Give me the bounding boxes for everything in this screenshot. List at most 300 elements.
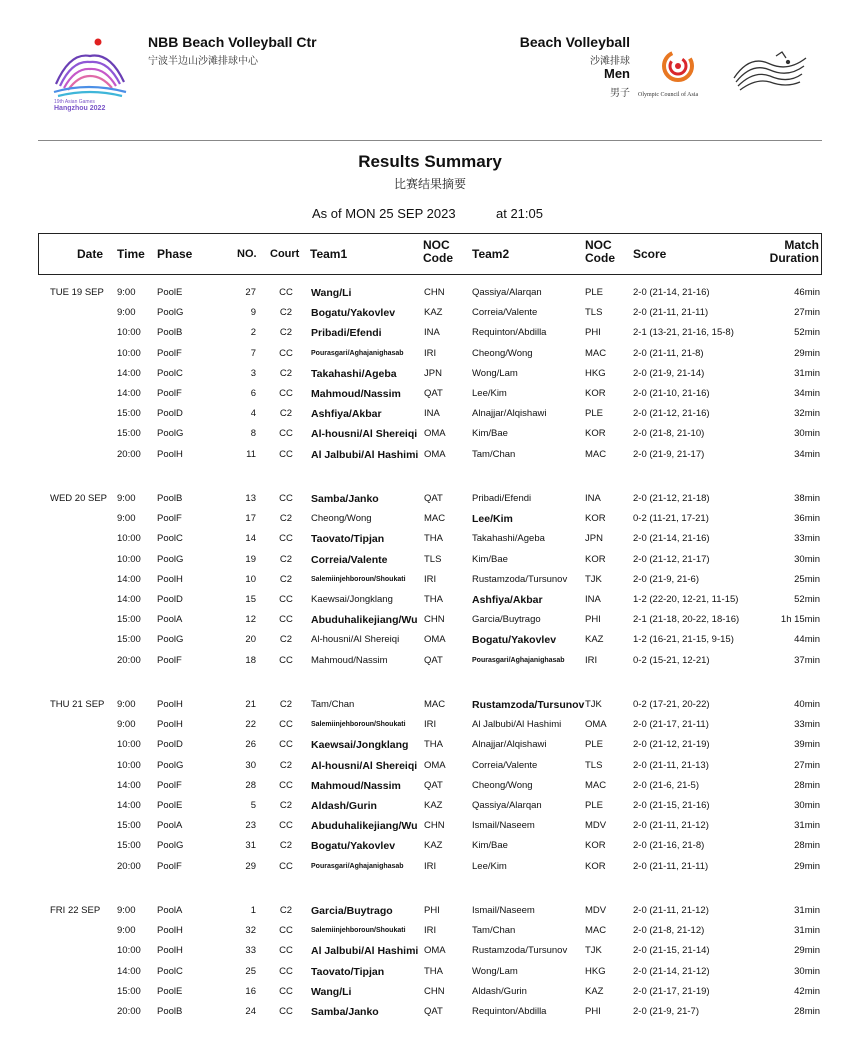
match-court: CC	[279, 925, 293, 937]
col-noc1: NOC Code	[423, 238, 453, 265]
col-team1: Team1	[310, 247, 348, 261]
day-date: TUE 19 SEP	[50, 287, 104, 298]
team1-name: Wang/Li	[311, 287, 352, 299]
team1-noc: OMA	[424, 448, 446, 460]
team1-name: Kaewsai/Jongklang	[311, 739, 409, 752]
match-phase: PoolG	[157, 840, 184, 852]
match-phase: PoolE	[157, 287, 183, 298]
match-time: 15:00	[117, 408, 141, 420]
match-court: CC	[279, 594, 293, 605]
match-number: 13	[245, 493, 256, 504]
team1-name: Wang/Li	[311, 985, 352, 998]
match-number: 22	[245, 719, 256, 731]
col-duration: Match Duration	[769, 238, 819, 265]
match-duration: 38min	[794, 493, 820, 504]
match-score: 2-0 (21-15, 21-14)	[633, 945, 710, 957]
match-score: 0-2 (11-21, 17-21)	[633, 513, 709, 525]
team2-name: Kim/Bae	[472, 840, 508, 852]
team1-noc: IRI	[424, 860, 437, 872]
match-time: 10:00	[117, 533, 141, 545]
match-score: 2-0 (21-6, 21-5)	[633, 779, 700, 791]
team1-name: Ashfiya/Akbar	[311, 408, 382, 421]
match-duration: 31min	[794, 367, 820, 379]
match-score: 2-0 (21-17, 21-19)	[633, 985, 710, 997]
match-time: 14:00	[117, 779, 141, 791]
match-time: 9:00	[117, 493, 136, 504]
match-time: 10:00	[117, 327, 141, 339]
match-score: 2-0 (21-15, 21-16)	[633, 800, 710, 811]
col-court: Court	[270, 248, 300, 260]
match-phase: PoolH	[157, 448, 183, 460]
table-header	[38, 233, 822, 275]
match-phase: PoolB	[157, 1006, 183, 1017]
match-time: 20:00	[117, 860, 141, 872]
match-time: 15:00	[117, 840, 141, 852]
team1-name: Samba/Janko	[311, 493, 379, 505]
team1-name: Pribadi/Efendi	[311, 327, 382, 340]
team2-name: Rustamzoda/Tursunov	[472, 699, 585, 711]
team2-noc: MAC	[585, 448, 607, 460]
team1-noc: OMA	[424, 759, 446, 771]
match-phase: PoolF	[157, 779, 182, 791]
team1-noc: PHI	[424, 905, 440, 916]
match-time: 10:00	[117, 945, 141, 957]
team1-noc: MAC	[424, 513, 446, 525]
match-phase: PoolF	[157, 347, 182, 359]
team1-name: Al Jalbubi/Al Hashimi	[311, 945, 419, 958]
match-score: 2-0 (21-17, 21-11)	[633, 719, 709, 731]
match-number: 27	[245, 287, 256, 298]
match-score: 2-0 (21-11, 21-13)	[633, 759, 709, 771]
match-phase: PoolD	[157, 594, 183, 605]
match-phase: PoolG	[157, 307, 184, 319]
team1-name: Salemiinjehboroun/Shoukati	[311, 575, 406, 583]
team1-noc: CHN	[424, 985, 445, 997]
team2-noc: OMA	[585, 719, 607, 731]
match-court: C2	[279, 553, 293, 565]
match-score: 2-0 (21-10, 21-16)	[633, 388, 710, 399]
match-duration: 30min	[794, 428, 820, 440]
match-duration: 52min	[794, 594, 820, 605]
match-duration: 28min	[794, 779, 820, 791]
match-score: 2-0 (21-14, 21-12)	[633, 965, 710, 977]
match-score: 2-0 (21-11, 21-11)	[633, 860, 709, 872]
team2-noc: MAC	[585, 779, 607, 791]
match-duration: 34min	[794, 388, 820, 399]
team2-noc: KOR	[585, 553, 606, 565]
match-phase: PoolC	[157, 367, 183, 379]
match-number: 32	[245, 925, 256, 937]
team2-name: Ismail/Naseem	[472, 905, 535, 916]
match-phase: PoolB	[157, 493, 183, 504]
team2-name: Correia/Valente	[472, 307, 538, 319]
match-court: C2	[279, 513, 293, 525]
team1-name: Cheong/Wong	[311, 513, 372, 525]
match-number: 29	[245, 860, 256, 872]
match-phase: PoolC	[157, 533, 183, 545]
match-duration: 31min	[794, 820, 820, 832]
col-date: Date	[77, 247, 104, 261]
match-number: 11	[246, 448, 256, 460]
match-score: 2-0 (21-11, 21-11)	[633, 307, 709, 319]
match-time: 15:00	[117, 985, 141, 997]
team2-name: Takahashi/Ageba	[472, 533, 545, 545]
match-number: 7	[250, 347, 256, 359]
team1-name: Correia/Valente	[311, 553, 388, 566]
match-score: 1-2 (22-20, 12-21, 11-15)	[633, 594, 739, 605]
match-time: 14:00	[117, 965, 141, 977]
match-score: 2-1 (21-18, 20-22, 18-16)	[633, 614, 740, 626]
match-court: CC	[279, 428, 293, 440]
team1-noc: KAZ	[424, 307, 443, 319]
team2-noc: PHI	[585, 327, 601, 339]
match-court: CC	[279, 347, 293, 359]
match-time: 14:00	[117, 573, 141, 585]
team1-noc: TLS	[424, 553, 442, 565]
match-time: 15:00	[117, 820, 141, 832]
team2-name: Pourasgari/Aghajanighasab	[472, 656, 565, 664]
match-score: 2-0 (21-8, 21-12)	[633, 925, 705, 937]
match-time: 14:00	[117, 594, 141, 605]
team1-name: Abuduhalikejiang/Wu	[311, 820, 418, 833]
match-score: 0-2 (15-21, 12-21)	[633, 654, 710, 666]
team2-name: Rustamzoda/Tursunov	[472, 945, 568, 957]
match-duration: 39min	[794, 739, 820, 751]
team1-noc: THA	[424, 594, 443, 605]
match-time: 14:00	[117, 367, 141, 379]
match-court: C2	[279, 634, 293, 646]
match-score: 2-0 (21-9, 21-7)	[633, 1006, 700, 1017]
team2-name: Lee/Kim	[472, 388, 507, 399]
team2-noc: TLS	[585, 307, 603, 319]
team1-noc: KAZ	[424, 800, 443, 811]
match-number: 30	[245, 759, 256, 771]
team1-name: Takahashi/Ageba	[311, 367, 397, 380]
team2-noc: PLE	[585, 800, 603, 811]
match-duration: 31min	[794, 905, 820, 916]
team1-name: Kaewsai/Jongklang	[311, 594, 393, 605]
team2-noc: KOR	[585, 840, 606, 852]
team1-name: Al-housni/Al Shereiqi	[311, 634, 400, 646]
match-phase: PoolA	[157, 905, 183, 916]
match-number: 18	[245, 654, 256, 666]
team1-noc: INA	[424, 408, 440, 420]
match-duration: 27min	[794, 759, 820, 771]
venue-name-cn: 宁波半边山沙滩排球中心	[148, 56, 258, 67]
match-score: 2-0 (21-14, 21-16)	[633, 287, 710, 298]
match-duration: 36min	[794, 513, 820, 525]
match-time: 10:00	[117, 347, 141, 359]
team2-name: Wong/Lam	[472, 965, 518, 977]
team1-noc: QAT	[424, 779, 443, 791]
match-number: 14	[245, 533, 256, 545]
match-court: C2	[279, 759, 293, 771]
team2-noc: KAZ	[585, 985, 604, 997]
team1-name: Garcia/Buytrago	[311, 905, 393, 917]
match-duration: 31min	[794, 925, 820, 937]
team2-noc: IRI	[585, 654, 598, 666]
match-time: 9:00	[117, 513, 136, 525]
team2-name: Kim/Bae	[472, 428, 508, 440]
match-phase: PoolH	[157, 719, 183, 731]
team2-noc: TJK	[585, 945, 602, 957]
team2-name: Cheong/Wong	[472, 779, 533, 791]
team1-name: Salemiinjehboroun/Shoukati	[311, 721, 406, 729]
match-time: 9:00	[117, 699, 136, 710]
match-number: 4	[250, 408, 256, 420]
team1-name: Al-housni/Al Shereiqi	[311, 759, 418, 772]
match-court: C2	[279, 307, 293, 319]
team2-noc: TJK	[585, 573, 602, 585]
match-time: 15:00	[117, 634, 141, 646]
team2-noc: TLS	[585, 759, 603, 771]
match-score: 2-0 (21-14, 21-16)	[633, 533, 710, 545]
match-score: 2-0 (21-11, 21-8)	[633, 347, 704, 359]
asian-games-logo	[48, 34, 132, 112]
team2-noc: HKG	[585, 965, 606, 977]
match-court: CC	[279, 965, 293, 977]
team2-name: Tam/Chan	[472, 448, 516, 460]
match-duration: 33min	[794, 533, 820, 545]
gender-label-cn: 男子	[610, 88, 630, 99]
match-score: 2-0 (21-12, 21-17)	[633, 553, 710, 565]
team1-name: Aldash/Gurin	[311, 800, 377, 812]
match-court: CC	[279, 945, 293, 957]
team1-name: Pourasgari/Aghajanighasab	[311, 349, 404, 357]
match-time: 9:00	[117, 719, 136, 731]
team2-noc: HKG	[585, 367, 606, 379]
match-number: 20	[245, 634, 256, 646]
match-phase: PoolG	[157, 428, 184, 440]
match-duration: 30min	[794, 800, 820, 811]
team2-name: Kim/Bae	[472, 553, 508, 565]
match-duration: 52min	[794, 327, 820, 339]
svg-text:Olympic Council of Asia: Olympic Council of Asia	[638, 92, 699, 98]
team2-name: Ismail/Naseem	[472, 820, 535, 832]
team2-noc: MDV	[585, 905, 607, 916]
match-score: 0-2 (17-21, 20-22)	[633, 699, 710, 710]
match-number: 12	[245, 614, 256, 626]
team2-name: Garcia/Buytrago	[472, 614, 541, 626]
team1-noc: IRI	[424, 347, 437, 359]
match-court: CC	[279, 860, 293, 872]
match-court: CC	[279, 388, 293, 399]
team2-name: Requinton/Abdilla	[472, 1006, 547, 1017]
team1-noc: THA	[424, 739, 443, 751]
match-time: 9:00	[117, 287, 136, 298]
match-phase: PoolD	[157, 739, 183, 751]
team1-noc: OMA	[424, 634, 446, 646]
match-time: 9:00	[117, 925, 136, 937]
team1-name: Mahmoud/Nassim	[311, 779, 401, 792]
match-time: 9:00	[117, 905, 136, 916]
match-court: C2	[279, 800, 293, 811]
match-phase: PoolF	[157, 860, 182, 872]
team2-name: Lee/Kim	[472, 513, 513, 526]
match-phase: PoolB	[157, 327, 183, 339]
match-duration: 25min	[794, 573, 820, 585]
match-score: 2-0 (21-11, 21-12)	[633, 820, 709, 832]
match-phase: PoolH	[157, 573, 183, 585]
match-number: 1	[250, 905, 256, 916]
match-score: 2-0 (21-8, 21-10)	[633, 428, 705, 440]
team2-noc: PLE	[585, 287, 603, 298]
match-score: 2-1 (13-21, 21-16, 15-8)	[633, 327, 734, 339]
match-number: 28	[245, 779, 256, 791]
match-number: 21	[245, 699, 256, 710]
gender-label: Men	[604, 66, 630, 81]
match-number: 10	[245, 573, 256, 585]
match-number: 3	[250, 367, 256, 379]
match-duration: 40min	[794, 699, 820, 710]
team2-name: Lee/Kim	[472, 860, 507, 872]
col-team2: Team2	[472, 247, 510, 261]
team2-name: Ashfiya/Akbar	[472, 594, 543, 606]
match-time: 10:00	[117, 553, 141, 565]
match-number: 16	[245, 985, 256, 997]
match-time: 20:00	[117, 448, 141, 460]
match-time: 20:00	[117, 1006, 141, 1017]
team1-name: Mahmoud/Nassim	[311, 388, 401, 400]
team1-name: Bogatu/Yakovlev	[311, 840, 396, 853]
match-court: CC	[279, 985, 293, 997]
match-number: 24	[245, 1006, 256, 1017]
team1-noc: OMA	[424, 428, 446, 440]
team2-name: Qassiya/Alarqan	[472, 287, 542, 298]
team1-name: Bogatu/Yakovlev	[311, 307, 396, 320]
team2-name: Qassiya/Alarqan	[472, 800, 542, 811]
col-score: Score	[633, 247, 667, 261]
team2-noc: PHI	[585, 614, 601, 626]
team2-noc: KAZ	[585, 634, 604, 646]
match-court: CC	[279, 614, 293, 626]
match-court: CC	[279, 820, 293, 832]
match-court: C2	[279, 905, 293, 916]
team1-name: Al-housni/Al Shereiqi	[311, 428, 418, 441]
match-score: 1-2 (16-21, 21-15, 9-15)	[633, 634, 734, 646]
match-phase: PoolE	[157, 800, 183, 811]
svg-text:Hangzhou 2022: Hangzhou 2022	[54, 105, 106, 112]
match-time: 14:00	[117, 388, 141, 399]
team2-noc: PLE	[585, 739, 603, 751]
match-time: 10:00	[117, 759, 141, 771]
match-phase: PoolG	[157, 759, 184, 771]
match-phase: PoolA	[157, 614, 183, 626]
team2-name: Rustamzoda/Tursunov	[472, 573, 568, 585]
match-court: C2	[279, 840, 293, 852]
team1-noc: IRI	[424, 719, 437, 731]
match-phase: PoolC	[157, 965, 183, 977]
team2-name: Correia/Valente	[472, 759, 538, 771]
match-number: 8	[250, 428, 256, 440]
team1-name: Salemiinjehboroun/Shoukati	[311, 927, 406, 935]
match-court: CC	[279, 448, 293, 460]
team2-noc: INA	[585, 493, 601, 504]
team2-name: Wong/Lam	[472, 367, 518, 379]
page-title: Results Summary	[358, 152, 502, 171]
match-duration: 42min	[794, 985, 820, 997]
match-court: CC	[279, 1006, 293, 1017]
match-score: 2-0 (21-11, 21-12)	[633, 905, 709, 916]
match-court: CC	[279, 739, 293, 751]
match-time: 15:00	[117, 614, 141, 626]
team1-noc: CHN	[424, 287, 445, 298]
team1-noc: IRI	[424, 573, 437, 585]
match-score: 2-0 (21-9, 21-6)	[633, 573, 700, 585]
match-duration: 30min	[794, 553, 820, 565]
match-number: 5	[250, 800, 256, 811]
team1-noc: IRI	[424, 925, 437, 937]
oca-logo	[636, 44, 726, 100]
match-duration: 1h 15min	[780, 614, 820, 626]
header-rule	[38, 140, 822, 141]
match-number: 23	[245, 820, 256, 832]
team1-name: Mahmoud/Nassim	[311, 654, 388, 666]
match-duration: 37min	[794, 654, 820, 666]
team2-name: Alnajjar/Alqishawi	[472, 408, 547, 420]
match-court: CC	[279, 493, 293, 504]
match-court: C2	[279, 699, 293, 710]
team2-noc: KOR	[585, 860, 606, 872]
team2-name: Tam/Chan	[472, 925, 516, 937]
team2-name: Cheong/Wong	[472, 347, 533, 359]
sport-name: Beach Volleyball	[519, 34, 630, 50]
match-number: 2	[250, 327, 256, 339]
team1-noc: INA	[424, 327, 440, 339]
team1-noc: QAT	[424, 1006, 443, 1017]
match-time: 10:00	[117, 739, 141, 751]
match-number: 25	[245, 965, 256, 977]
match-time: 15:00	[117, 428, 141, 440]
match-phase: PoolG	[157, 634, 184, 646]
match-phase: PoolH	[157, 699, 183, 710]
team1-noc: JPN	[424, 367, 442, 379]
match-phase: PoolF	[157, 654, 182, 666]
team2-noc: PHI	[585, 1006, 601, 1017]
sport-name-cn: 沙滩排球	[590, 56, 630, 67]
match-duration: 30min	[794, 965, 820, 977]
match-phase: PoolH	[157, 925, 183, 937]
match-court: C2	[279, 573, 293, 585]
team1-name: Taovato/Tipjan	[311, 533, 385, 546]
match-phase: PoolF	[157, 388, 182, 399]
page-title-cn: 比赛结果摘要	[393, 177, 466, 191]
team2-noc: KOR	[585, 428, 606, 440]
team2-noc: MAC	[585, 347, 607, 359]
team1-noc: KAZ	[424, 840, 443, 852]
match-phase: PoolD	[157, 408, 183, 420]
match-phase: PoolA	[157, 820, 183, 832]
team2-name: Bogatu/Yakovlev	[472, 634, 557, 647]
match-duration: 29min	[794, 347, 820, 359]
team1-name: Pourasgari/Aghajanighasab	[311, 862, 404, 870]
dragon-logo	[730, 48, 810, 96]
match-number: 9	[250, 307, 256, 319]
as-of-time: at 21:05	[496, 206, 543, 221]
match-duration: 29min	[794, 945, 820, 957]
match-court: C2	[279, 327, 293, 339]
match-time: 20:00	[117, 654, 141, 666]
match-phase: PoolH	[157, 945, 183, 957]
team1-noc: CHN	[424, 614, 445, 626]
match-court: CC	[279, 779, 293, 791]
match-score: 2-0 (21-9, 21-14)	[633, 367, 705, 379]
day-date: THU 21 SEP	[50, 699, 105, 710]
match-duration: 46min	[794, 287, 820, 298]
match-number: 26	[245, 739, 256, 751]
match-phase: PoolF	[157, 513, 182, 525]
match-phase: PoolG	[157, 553, 184, 565]
